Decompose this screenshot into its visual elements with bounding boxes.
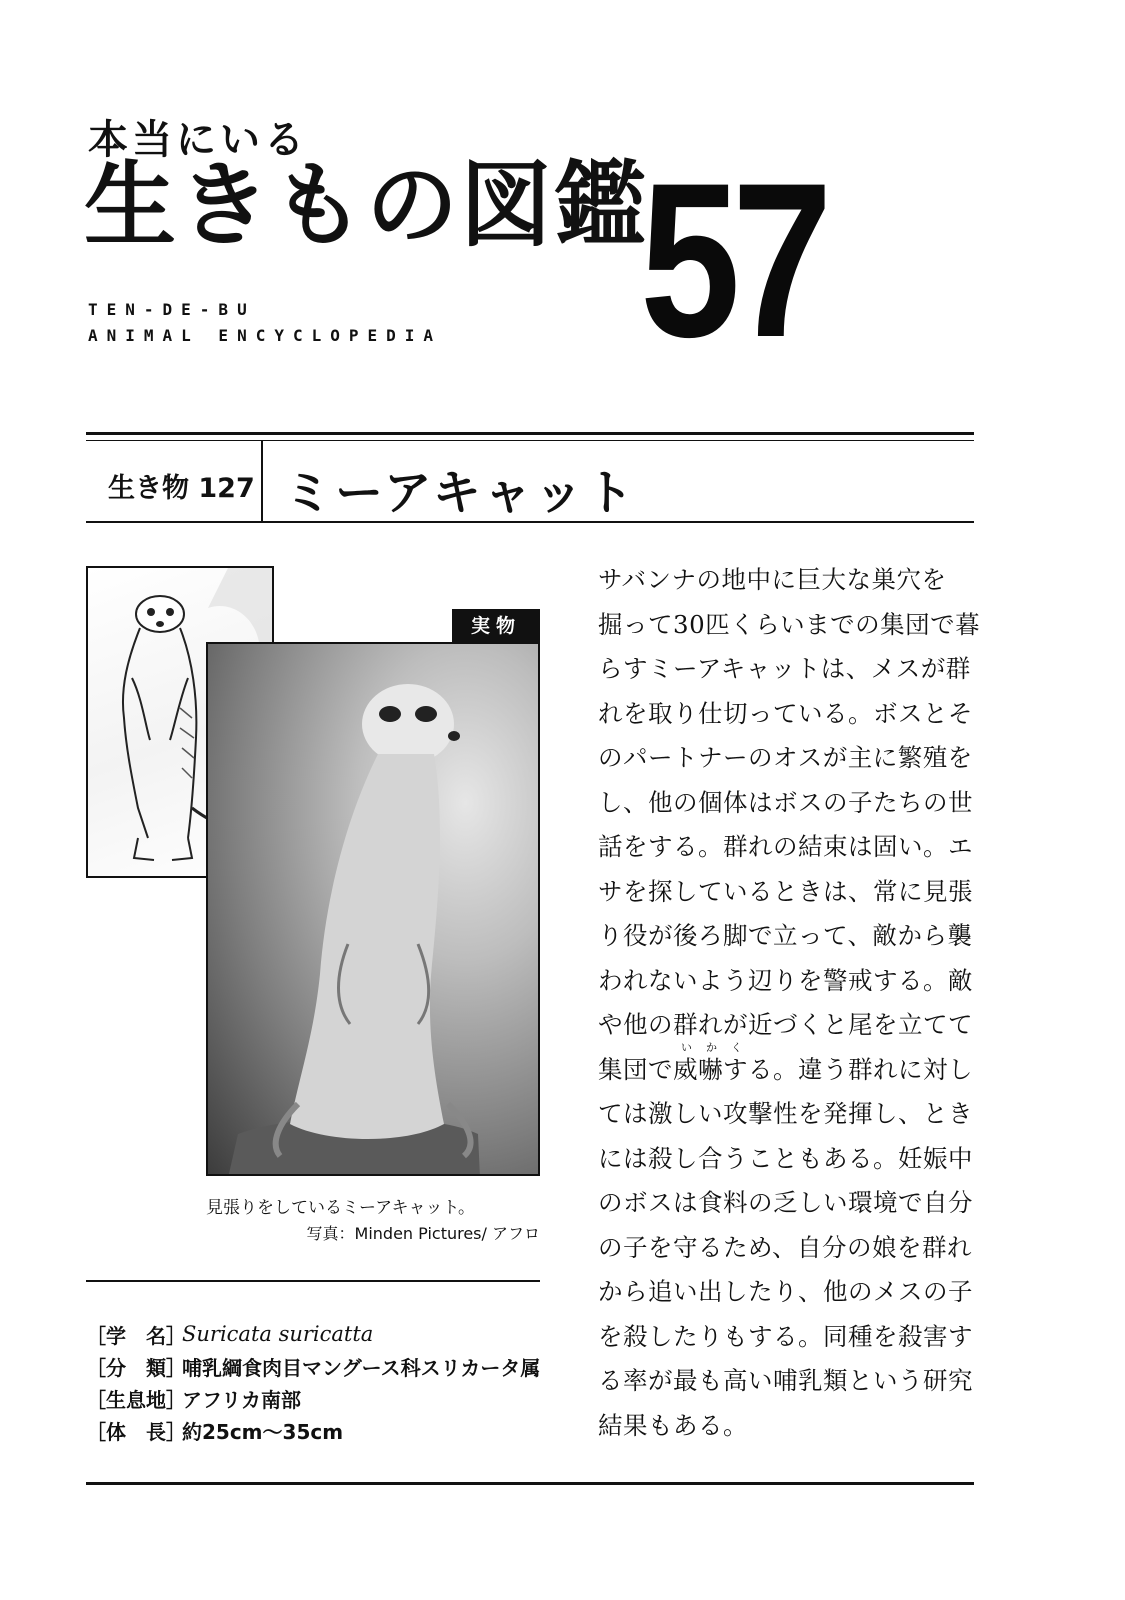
heading-rule-thin [86, 440, 974, 441]
body-line: らすミーアキャットは、メスが群 [598, 654, 971, 683]
heading-divider [261, 441, 263, 522]
photo-credit: 写真：Minden Pictures/ アフロ [306, 1224, 540, 1243]
fact-value: 哺乳綱食肉目マングース科スリカータ属 [182, 1355, 541, 1380]
fact-value: 約25cm〜35cm [182, 1419, 344, 1444]
page-bottom-rule [86, 1482, 974, 1485]
body-line: 集団で威嚇する。違う群れに対し [598, 1054, 973, 1084]
fact-value: アフリカ南部 [182, 1387, 301, 1412]
fact-label: ［学 名］ [86, 1323, 186, 1348]
description-text [598, 558, 981, 1448]
body-line: ては激しい攻撃性を発揮し、とき [598, 1099, 973, 1128]
body-line: の子を守るため、自分の娘を群れ [598, 1232, 973, 1262]
fact-label: ［生息地］ [86, 1387, 186, 1412]
body-line: サバンナの地中に巨大な巣穴を [598, 565, 947, 594]
body-line: し、他の個体はボスの子たちの世 [598, 787, 973, 817]
body-line: や他の群れが近づくと尾を立てて [598, 1010, 973, 1039]
body-line: れを取り仕切っている。ボスとそ [598, 698, 973, 728]
body-line: われないよう辺りを警戒する。敵 [598, 965, 973, 995]
meerkat-photo [206, 642, 540, 1176]
body-line: を殺したりもする。同種を殺害す [598, 1321, 973, 1351]
ruby-annotation: いかく [681, 1041, 756, 1054]
facts-rule [86, 1280, 540, 1282]
facts-list [86, 1318, 546, 1446]
body-line: 掘って30匹くらいまでの集団で暮 [598, 609, 981, 639]
real-photo-badge: 実物 [452, 609, 540, 643]
series-subtitle: 本当にいる [88, 117, 308, 163]
fact-habitat [86, 1382, 546, 1414]
fact-classification [86, 1350, 546, 1382]
entry-number-label: 生き物 127 [108, 473, 255, 504]
body-line: のパートナーのオスが主に繁殖を [598, 743, 973, 772]
body-line: サを探しているときは、常に見張 [598, 876, 973, 906]
heading-rule-bottom [86, 521, 974, 523]
series-english-line1: TEN-DE-BU [88, 300, 256, 319]
fact-label: ［分 類］ [86, 1355, 186, 1380]
meerkat-photo-icon [208, 644, 540, 1176]
body-line: 話をする。群れの結束は固い。エ [598, 832, 973, 861]
series-english-line2: ANIMAL ENCYCLOPEDIA [88, 326, 443, 345]
fact-scientific-name [86, 1318, 546, 1350]
volume-number: 57 [640, 137, 825, 383]
entry-title: ミーアキャット [284, 465, 637, 521]
fact-body-length [86, 1414, 546, 1446]
body-line: には殺し合うこともある。妊娠中 [598, 1143, 973, 1173]
series-title: 生きもの図鑑 [84, 152, 649, 259]
fact-label: ［体 長］ [86, 1419, 186, 1444]
heading-rule-thick [86, 432, 974, 435]
body-line: 結果もある。 [598, 1410, 748, 1440]
fact-value: Suricata suricatta [182, 1322, 374, 1346]
body-line: から追い出したり、他のメスの子 [598, 1277, 973, 1306]
body-line: のボスは食料の乏しい環境で自分 [598, 1188, 973, 1217]
photo-caption: 見張りをしているミーアキャット。 [206, 1198, 475, 1218]
body-line: り役が後ろ脚で立って、敵から襲 [598, 921, 973, 950]
body-line: る率が最も高い哺乳類という研究 [598, 1366, 973, 1395]
